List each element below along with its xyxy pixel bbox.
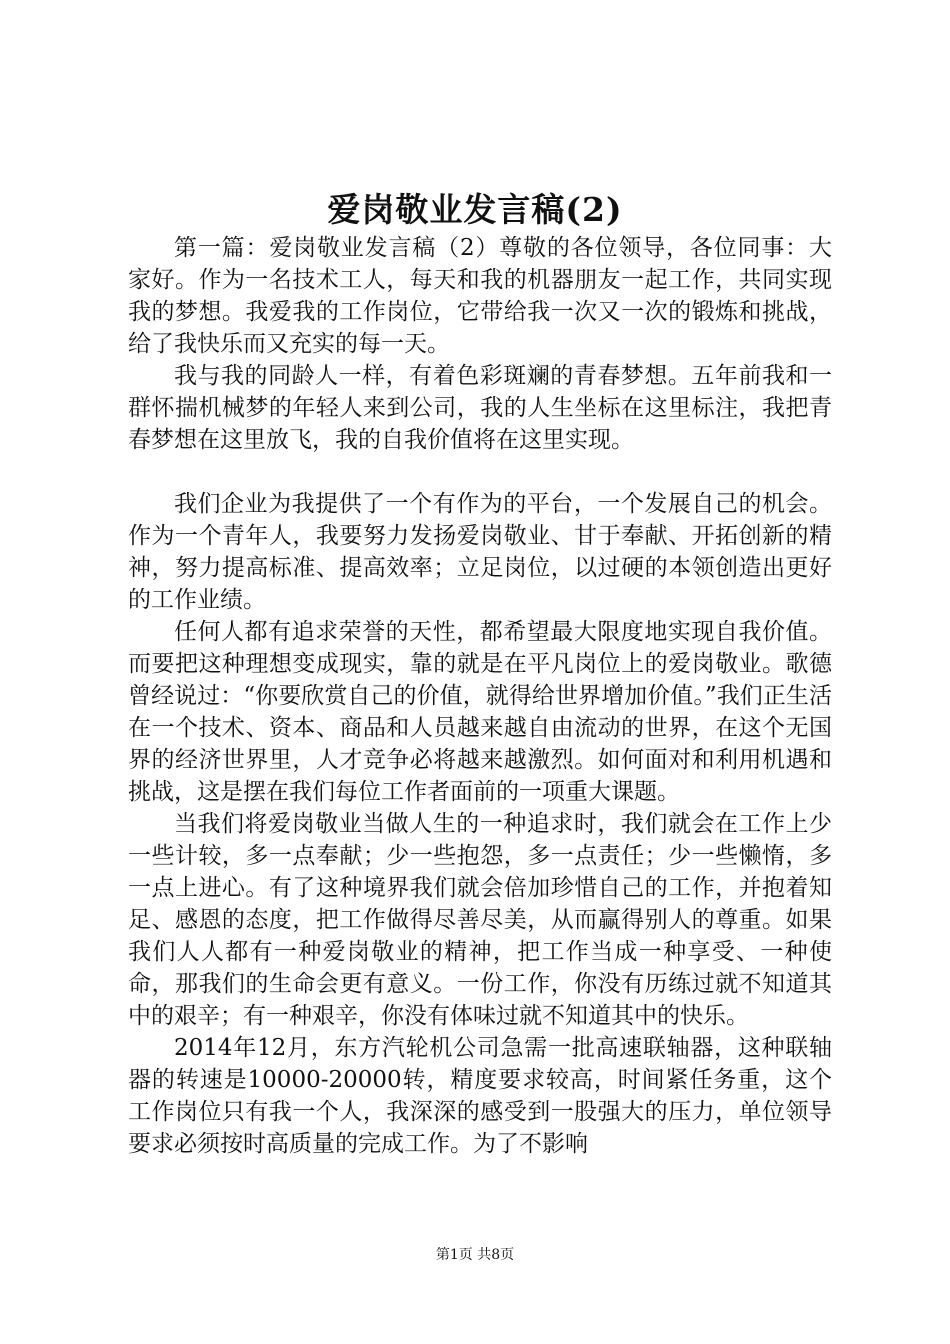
paragraph: 当我们将爱岗敬业当做人生的一种追求时，我们就会在工作上少一些计较，多一点奉献；少一些抱怨，多一点责任；少一些懒惰，多一点上进心。有了这种境界我们就会倍加珍惜自己的工作，并抱着知足、感恩的态度，把工作做得尽善尽美，从而赢得别人的尊重。如果我们人人都有一种爱岗敬业的精神，把工作当成一种享受、一种使命，那我们的生命会更有意义。一份工作，你没有历练过就不知道其中的艰辛；有一种艰辛，你没有体味过就不知道其中的快乐。 — [128, 811, 832, 1029]
page-number-footer: 第1页 共8页 — [435, 1247, 515, 1263]
document-body — [128, 232, 832, 1160]
paragraph: 2014年12月，东方汽轮机公司急需一批高速联轴器，这种联轴器的转速是10000-20000转，精度要求较高，时间紧任务重，这个工作岗位只有我一个人，我深深的感受到一股强大的压力，单位领导要求必须按时高质量的完成工作。为了不影响 — [128, 1035, 832, 1157]
paragraph: 我与我的同龄人一样，有着色彩斑斓的青春梦想。五年前我和一群怀揣机械梦的年轻人来到公司，我的人生坐标在这里标注，我把青春梦想在这里放飞，我的自我价值将在这里实现。 — [128, 363, 832, 453]
paragraph: 我们企业为我提供了一个有作为的平台，一个发展自己的机会。作为一个青年人，我要努力发扬爱岗敬业、甘于奉献、开拓创新的精神，努力提高标准、提高效率；立足岗位，以过硬的本领创造出更好的工作业绩。 — [128, 491, 832, 613]
paragraph: 任何人都有追求荣誉的天性，都希望最大限度地实现自我价值。而要把这种理想变成现实，靠的就是在平凡岗位上的爱岗敬业。歌德曾经说过：“你要欣赏自己的价值，就得给世界增加价值。”我们正生活在一个技术、资本、商品和人员越来越自由流动的世界，在这个无国界的经济世界里，人才竞争必将越来越激烈。如何面对和利用机遇和挑战，这是摆在我们每位工作者面前的一项重大课题。 — [128, 619, 832, 805]
paragraph: 第一篇：爱岗敬业发言稿（2）尊敬的各位领导，各位同事：大家好。作为一名技术工人，每天和我的机器朋友一起工作，共同实现我的梦想。我爱我的工作岗位，它带给我一次又一次的锻炼和挑战，给了我快乐而又充实的每一天。 — [128, 235, 832, 357]
document-title: 爱岗敬业发言稿(2) — [327, 190, 623, 229]
